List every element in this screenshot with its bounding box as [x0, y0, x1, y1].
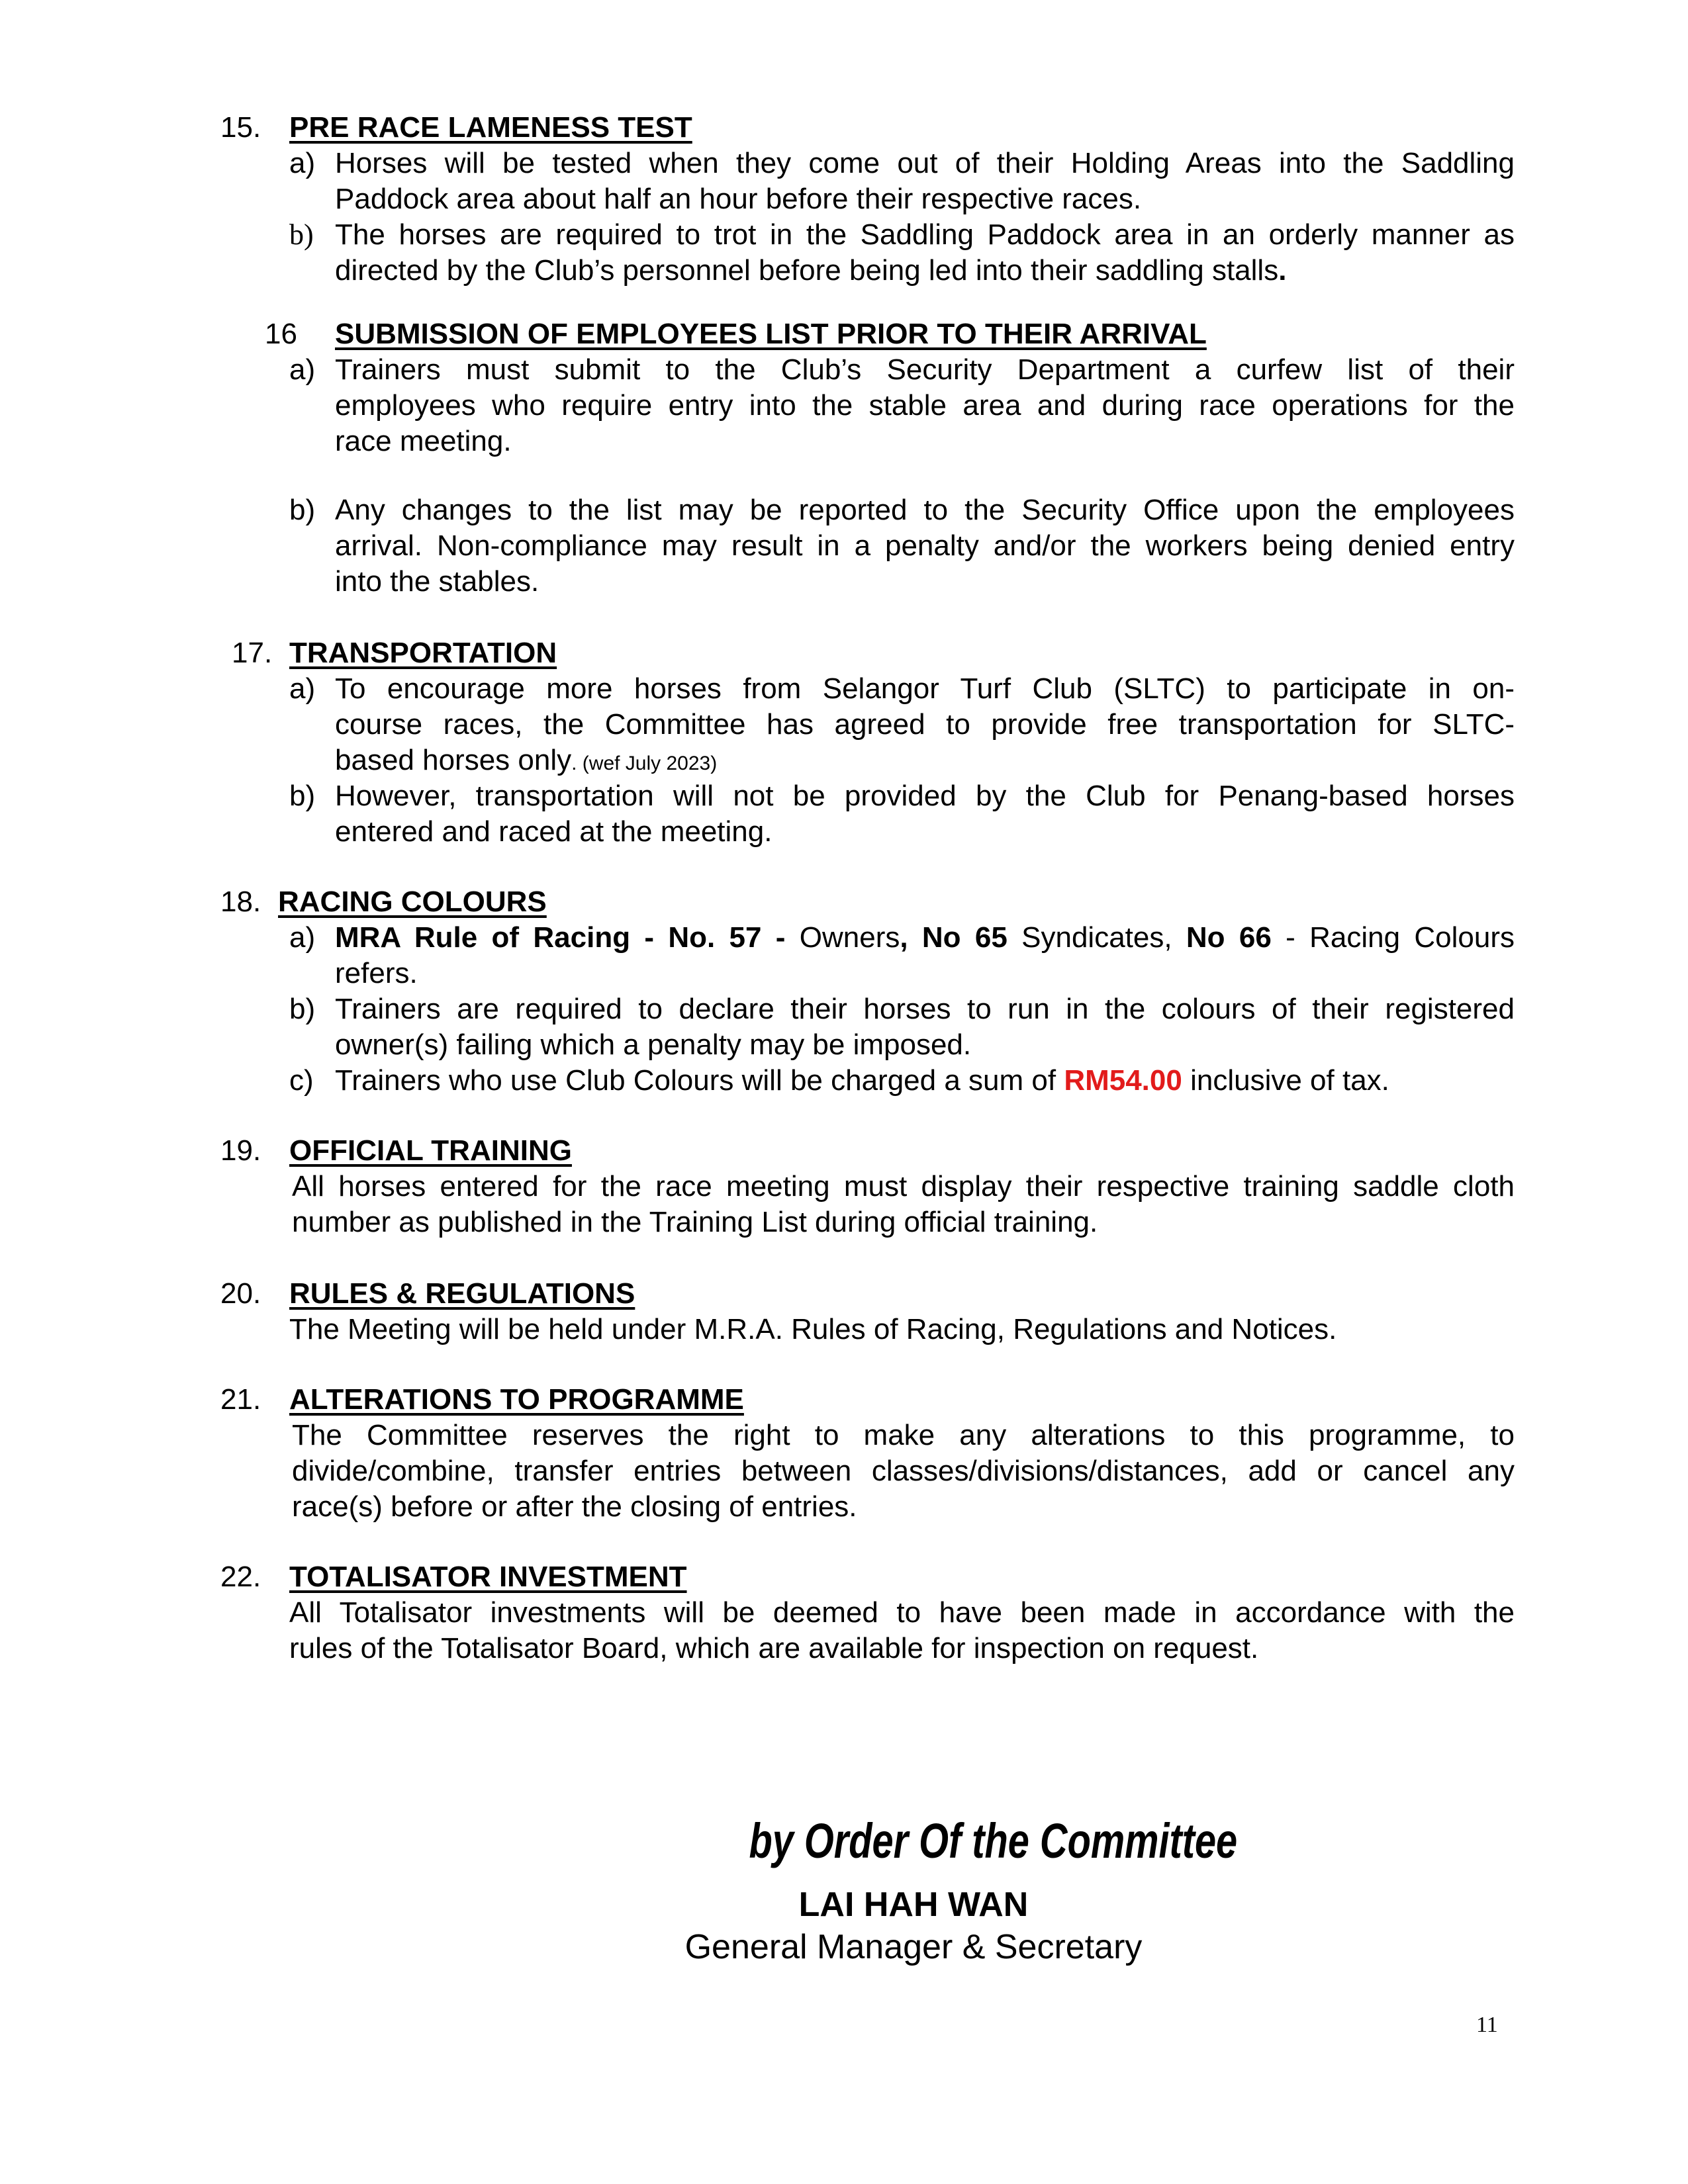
- section-number: 16: [265, 318, 297, 350]
- paragraph-line: course races, the Committee has agreed to provide free transportation for SLTC-: [335, 708, 1515, 741]
- section-heading: OFFICIAL TRAINING: [289, 1134, 572, 1167]
- section-number: 18.: [220, 886, 261, 918]
- paragraph-line: However, transportation will not be provided by the Club for Penang-based horses: [335, 780, 1515, 812]
- paragraph-line: Any changes to the list may be reported to the Security Office upon the employees: [335, 494, 1515, 526]
- item-label: c): [289, 1064, 314, 1097]
- item-label: b): [289, 494, 316, 526]
- paragraph-line: rules of the Totalisator Board, which are available for inspection on request.: [289, 1632, 1259, 1664]
- paragraph-line: Trainers are required to declare their horses to run in the colours of their registered: [335, 993, 1515, 1025]
- paragraph-line: arrival. Non-compliance may result in a penalty and/or the workers being denied entry: [335, 529, 1515, 562]
- section-heading: SUBMISSION OF EMPLOYEES LIST PRIOR TO THEIR ARRIVAL: [335, 318, 1207, 350]
- paragraph-line: The horses are required to trot in the Saddling Paddock area in an orderly manner as: [335, 218, 1515, 251]
- section-heading: TRANSPORTATION: [289, 637, 557, 669]
- section-heading: ALTERATIONS TO PROGRAMME: [289, 1383, 744, 1416]
- page-number: 11: [1476, 2013, 1498, 2037]
- item-label: b): [289, 780, 316, 812]
- section-number: 21.: [220, 1383, 261, 1416]
- section-heading: RACING COLOURS: [278, 886, 547, 918]
- section-heading: PRE RACE LAMENESS TEST: [289, 111, 692, 144]
- paragraph-line: based horses only. (wef July 2023): [335, 744, 718, 776]
- paragraph-line: entered and raced at the meeting.: [335, 815, 773, 848]
- paragraph-line: Trainers must submit to the Club’s Security Department a curfew list of their: [335, 353, 1515, 386]
- paragraph-line: into the stables.: [335, 565, 539, 598]
- paragraph-line: The Meeting will be held under M.R.A. Rules of Racing, Regulations and Notices.: [289, 1313, 1337, 1345]
- paragraph-line: number as published in the Training List during official training.: [292, 1206, 1098, 1238]
- fee-amount: RM54.00: [1064, 1064, 1182, 1097]
- paragraph-line: directed by the Club’s personnel before being led into their saddling stalls.: [335, 254, 1287, 287]
- paragraph-line: All horses entered for the race meeting must display their respective training saddle cloth: [292, 1170, 1515, 1203]
- section-heading: RULES & REGULATIONS: [289, 1277, 635, 1310]
- item-label: b): [289, 993, 316, 1025]
- section-number: 20.: [220, 1277, 261, 1310]
- item-label: b): [289, 218, 314, 251]
- item-label: a): [289, 353, 316, 386]
- item-label: a): [289, 672, 316, 705]
- paragraph-line: Paddock area about half an hour before their respective races.: [335, 183, 1142, 215]
- paragraph-line: race(s) before or after the closing of entries.: [292, 1490, 857, 1523]
- section-number: 19.: [220, 1134, 261, 1167]
- section-number: 22.: [220, 1561, 261, 1593]
- paragraph-line: All Totalisator investments will be deemed to have been made in accordance with the: [289, 1596, 1515, 1629]
- date-note: . (wef July 2023): [571, 752, 718, 774]
- paragraph-line: The Committee reserves the right to make any alterations to this programme, to: [292, 1419, 1515, 1451]
- paragraph-line: Trainers who use Club Colours will be charged a sum of RM54.00 inclusive of tax.: [335, 1064, 1389, 1097]
- section-number: 17.: [232, 637, 273, 669]
- paragraph-line: refers.: [335, 957, 418, 989]
- signatory-name: LAI HAH WAN: [798, 1886, 1029, 1924]
- item-label: a): [289, 147, 316, 179]
- paragraph-line: Horses will be tested when they come out of their Holding Areas into the Saddling: [335, 147, 1515, 179]
- paragraph-line: owner(s) failing which a penalty may be imposed.: [335, 1028, 972, 1061]
- section-heading: TOTALISATOR INVESTMENT: [289, 1561, 687, 1593]
- signatory-title: General Manager & Secretary: [684, 1928, 1143, 1966]
- section-number: 15.: [220, 111, 261, 144]
- paragraph-line: MRA Rule of Racing - No. 57 - Owners, No 65 Syndicates, No 66 - Racing Colours: [335, 921, 1515, 954]
- paragraph-line: employees who require entry into the stable area and during race operations for the: [335, 389, 1515, 422]
- paragraph-line: divide/combine, transfer entries between classes/divisions/distances, add or cancel any: [292, 1455, 1515, 1487]
- paragraph-line: To encourage more horses from Selangor Turf Club (SLTC) to participate in on-: [335, 672, 1515, 705]
- paragraph-line: race meeting.: [335, 425, 512, 457]
- signature-order-line: by Order Of the Committee: [749, 1813, 1238, 1868]
- item-label: a): [289, 921, 316, 954]
